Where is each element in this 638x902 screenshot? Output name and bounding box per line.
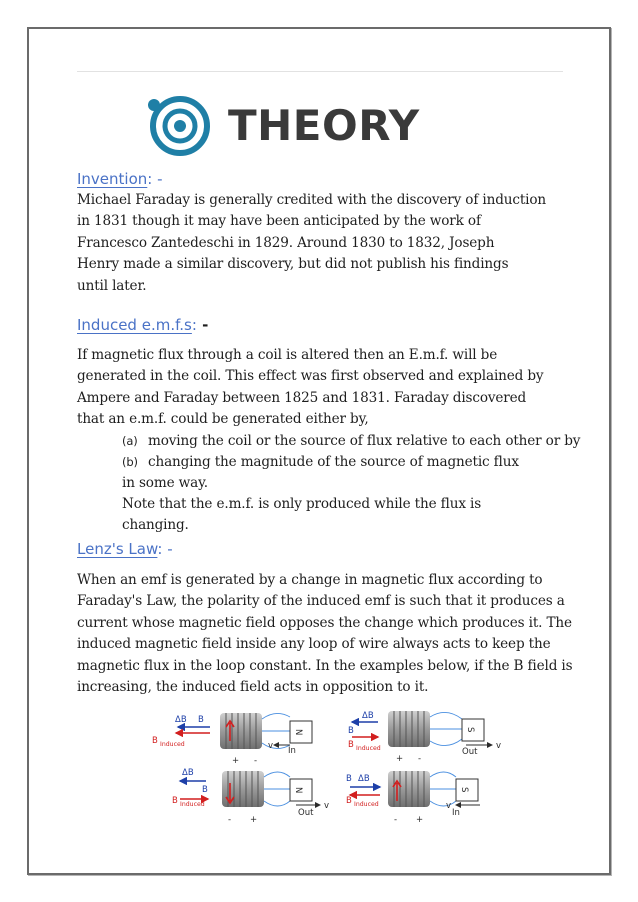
minus-terminal: - xyxy=(394,815,398,825)
velocity-label: v xyxy=(496,741,502,751)
note-text: changing. xyxy=(122,517,189,533)
direction-label: In xyxy=(288,746,296,756)
invention-paragraph xyxy=(77,190,547,297)
heading-induced-emfs xyxy=(77,314,208,336)
plus-terminal: + xyxy=(416,815,424,825)
plus-terminal: + xyxy=(232,756,240,766)
list-marker-b: (b) xyxy=(122,455,138,469)
induced-line: If magnetic flux through a coil is altered then an E.m.f. will be xyxy=(77,347,498,363)
invention-line: Michael Faraday is generally credited with the discovery of induction xyxy=(77,192,546,208)
list-continuation-text: in some way. xyxy=(122,475,208,491)
heading-induced-title: Induced e.m.f.s xyxy=(77,316,192,334)
b-induced-sub: Induced xyxy=(356,745,381,752)
heading-invention xyxy=(77,168,163,190)
induced-paragraph xyxy=(77,345,547,431)
delta-b-label: ΔB xyxy=(358,774,370,784)
minus-terminal: - xyxy=(254,756,258,766)
induced-line: generated in the coil. This effect was first observed and explained by xyxy=(77,368,544,385)
heading-lenz-dash: : - xyxy=(157,540,173,558)
invention-line: until later. xyxy=(77,277,147,294)
minus-terminal: - xyxy=(228,815,232,825)
b-induced-label: B xyxy=(152,736,158,746)
direction-label: Out xyxy=(462,747,478,757)
invention-line: Henry made a similar discovery, but did not publish his findings xyxy=(77,256,509,273)
heading-lenz-title: Lenz's Law xyxy=(77,540,158,558)
list-item-a xyxy=(122,431,580,452)
lenz-line: When an emf is generated by a change in magnetic flux according to xyxy=(77,572,543,588)
lenz-law-diagram xyxy=(150,705,510,827)
b-label: B xyxy=(198,715,204,725)
direction-label: Out xyxy=(298,808,314,818)
lenz-paragraph xyxy=(77,570,573,698)
b-label: B xyxy=(346,774,352,784)
diagram-panel-3 xyxy=(172,768,329,825)
b-induced-sub: Induced xyxy=(354,801,379,808)
lenz-line: magnetic flux in the loop constant. In the examples below, if the B field is xyxy=(77,657,573,674)
list-text-b: changing the magnitude of the source of magnetic flux xyxy=(148,454,519,470)
top-rule xyxy=(77,71,563,72)
induced-line: Ampere and Faraday between 1825 and 1831. Faraday discovered xyxy=(77,389,527,406)
pole-label: N xyxy=(293,787,303,794)
list-text-a: moving the coil or the source of flux relative to each other or by xyxy=(148,433,581,449)
b-induced-label: B xyxy=(348,740,354,750)
b-induced-label: B xyxy=(172,796,178,806)
velocity-label: v xyxy=(324,801,330,811)
heading-invention-dash: : - xyxy=(147,170,163,188)
note-line-2 xyxy=(122,515,189,536)
logo-wordmark: THEORY xyxy=(228,101,420,150)
pole-label: S xyxy=(465,727,475,733)
pole-label: S xyxy=(459,787,469,793)
diagram-panel-1 xyxy=(152,713,312,766)
induced-line: that an e.m.f. could be generated either by, xyxy=(77,411,369,428)
delta-b-label: ΔB xyxy=(182,768,194,778)
delta-b-label: ΔB xyxy=(175,715,187,725)
list-continuation xyxy=(122,473,208,494)
note-line-1 xyxy=(122,494,481,515)
plus-terminal: + xyxy=(250,815,258,825)
list-marker-a: (a) xyxy=(122,434,138,448)
lenz-line: Faraday's Law, the polarity of the induced emf is such that it produces a xyxy=(77,593,565,610)
pole-label: N xyxy=(293,729,303,736)
velocity-label: v xyxy=(268,741,274,751)
diagram-panel-4 xyxy=(346,771,480,825)
theory-logo-icon xyxy=(146,92,212,158)
invention-line: in 1831 though it may have been anticipated by the work of xyxy=(77,213,481,230)
minus-terminal: - xyxy=(418,754,422,764)
note-text: Note that the e.m.f. is only produced while the flux is xyxy=(122,496,482,512)
velocity-label: v xyxy=(446,801,452,811)
b-induced-label: B xyxy=(346,796,352,806)
delta-b-label: ΔB xyxy=(362,711,374,721)
lenz-line: increasing, the induced field acts in opposition to it. xyxy=(77,679,429,696)
invention-line: Francesco Zantedeschi in 1829. Around 1830 to 1832, Joseph xyxy=(77,234,495,251)
lenz-line: current whose magnetic field opposes the change which produces it. The xyxy=(77,614,572,631)
b-label: B xyxy=(202,785,208,795)
heading-induced-dash: - xyxy=(196,316,209,334)
list-item-b xyxy=(122,452,519,473)
b-induced-sub: Induced xyxy=(180,801,205,808)
heading-invention-title: Invention xyxy=(77,170,148,188)
b-induced-sub: Induced xyxy=(160,741,185,748)
heading-lenz-law xyxy=(77,538,173,560)
b-label: B xyxy=(348,726,354,736)
lenz-line: induced magnetic field inside any loop of wire always acts to keep the xyxy=(77,636,551,653)
plus-terminal: + xyxy=(396,754,404,764)
direction-label: In xyxy=(452,808,460,818)
diagram-panel-2 xyxy=(348,711,501,764)
heading-induced-colon: : xyxy=(191,316,197,334)
